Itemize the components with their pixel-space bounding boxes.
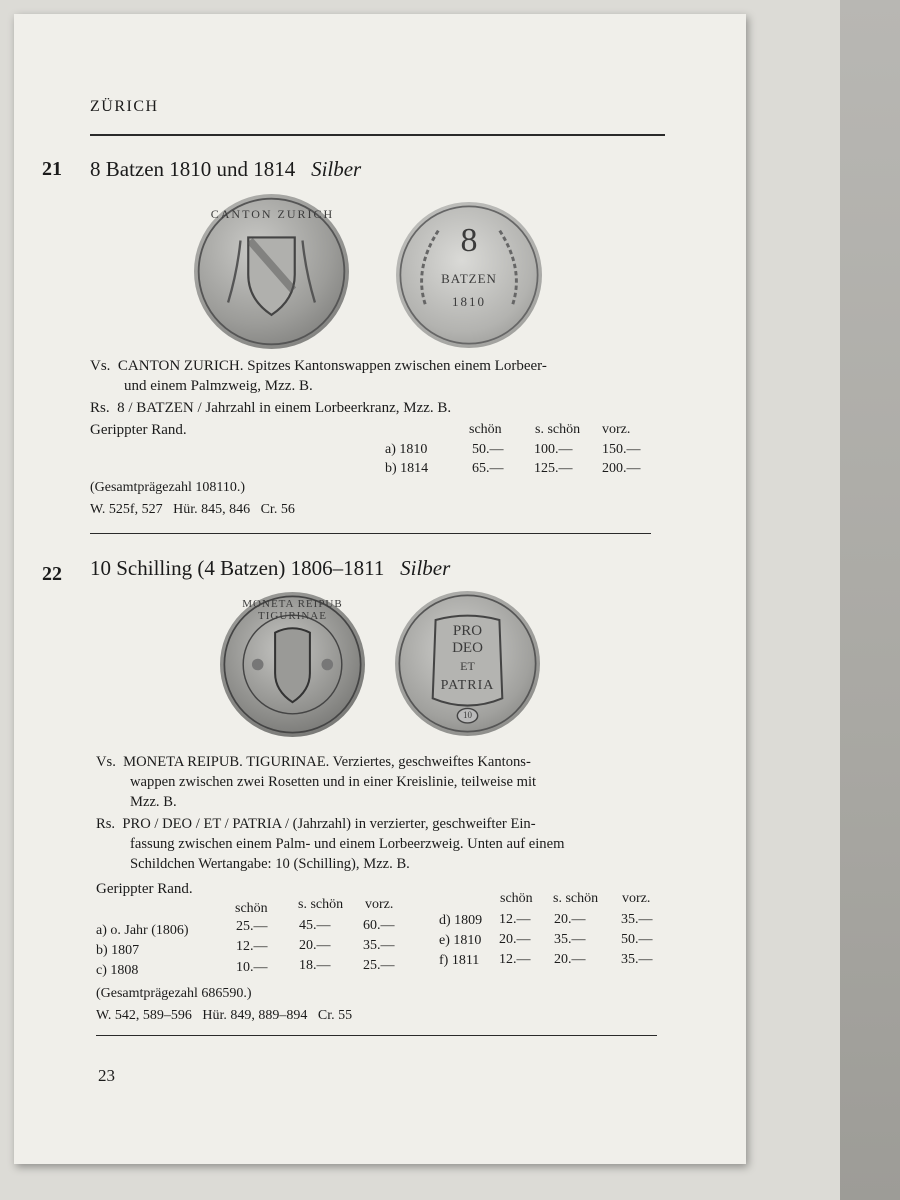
price-cell: 50.— xyxy=(472,442,504,457)
references: W. 525f, 527 Hür. 845, 846 Cr. 56 xyxy=(90,502,295,517)
coin-22-reverse-patria: PATRIA xyxy=(440,678,495,693)
grade-header: vorz. xyxy=(602,422,631,437)
price-cell: 12.— xyxy=(236,939,268,954)
header-rule xyxy=(90,134,665,136)
price-cell: 20.— xyxy=(299,938,331,953)
price-cell: 100.— xyxy=(534,442,573,457)
price-row-label: b) 1807 xyxy=(96,943,140,958)
reverse-description-cont: Schildchen Wertangabe: 10 (Schilling), Mzz. B. xyxy=(130,856,410,872)
coin-21-reverse-year: 1810 xyxy=(452,294,486,309)
entry-number: 22 xyxy=(42,563,62,585)
price-cell: 35.— xyxy=(621,952,653,967)
page-header: ZÜRICH xyxy=(90,98,159,115)
price-cell: 45.— xyxy=(299,918,331,933)
entry-metal: Silber xyxy=(311,157,362,181)
coin-21-reverse-word: BATZEN xyxy=(441,271,497,286)
coin-22-reverse-et: ET xyxy=(460,659,475,673)
grade-header: schön xyxy=(235,901,268,916)
price-cell: 50.— xyxy=(621,932,653,947)
entry-title: 10 Schilling (4 Batzen) 1806–1811 Silber xyxy=(90,556,451,580)
price-row-label: c) 1808 xyxy=(96,963,139,978)
mintage-note: (Gesamtprägezahl 686590.) xyxy=(96,986,252,1001)
coin-22-obverse-legend: MONETA REIPUB TIGURINAE xyxy=(242,598,343,622)
catalog-page xyxy=(14,14,746,1164)
page-number: 23 xyxy=(98,1066,115,1085)
price-row-label: d) 1809 xyxy=(439,913,483,928)
price-cell: 35.— xyxy=(554,932,586,947)
grade-header: schön xyxy=(469,422,502,437)
price-cell: 25.— xyxy=(236,919,268,934)
coin-22-reverse-value: 10 xyxy=(463,710,472,720)
grade-header: s. schön xyxy=(535,422,581,437)
entry-metal: Silber xyxy=(400,556,451,580)
price-cell: 12.— xyxy=(499,952,531,967)
price-cell: 25.— xyxy=(363,958,395,973)
price-cell: 125.— xyxy=(534,461,573,476)
price-row-label: a) 1810 xyxy=(385,442,428,457)
obverse-description-cont: und einem Palmzweig, Mzz. B. xyxy=(124,378,313,394)
price-row-label: f) 1811 xyxy=(439,953,480,968)
grade-header: schön xyxy=(500,891,533,906)
coin-22-reverse-pro: PRO xyxy=(452,623,483,639)
grade-header: vorz. xyxy=(365,897,394,912)
price-cell: 18.— xyxy=(299,958,331,973)
price-cell: 200.— xyxy=(602,461,641,476)
references: W. 542, 589–596 Hür. 849, 889–894 Cr. 55 xyxy=(96,1008,353,1023)
grade-header: s. schön xyxy=(298,897,344,912)
price-row-label: a) o. Jahr (1806) xyxy=(96,923,189,938)
price-cell: 35.— xyxy=(621,912,653,927)
price-cell: 20.— xyxy=(554,952,586,967)
entry-title: 8 Batzen 1810 und 1814 Silber xyxy=(90,157,362,181)
obverse-description: Vs. MONETA REIPUB. TIGURINAE. Verziertes, geschweiftes Kantons- xyxy=(96,754,531,770)
entry-number: 21 xyxy=(42,158,62,180)
price-cell: 35.— xyxy=(363,938,395,953)
price-cell: 10.— xyxy=(236,960,268,975)
mintage-note: (Gesamtprägezahl 108110.) xyxy=(90,480,245,495)
edge-description: Gerippter Rand. xyxy=(96,881,193,897)
price-row-label: b) 1814 xyxy=(385,461,429,476)
reverse-description: Rs. PRO / DEO / ET / PATRIA / (Jahrzahl) in verzierter, geschweifter Ein- xyxy=(96,816,536,832)
grade-header: vorz. xyxy=(622,891,651,906)
entry-divider xyxy=(90,533,651,534)
grade-header: s. schön xyxy=(553,891,599,906)
price-row-label: e) 1810 xyxy=(439,933,482,948)
reverse-description-cont: fassung zwischen einem Palm- und einem Lorbeerzweig. Unten auf einem xyxy=(130,836,565,852)
price-cell: 20.— xyxy=(554,912,586,927)
coin-21-obverse-legend: CANTON ZURICH xyxy=(210,207,335,221)
footer-rule xyxy=(96,1035,657,1036)
price-cell: 150.— xyxy=(602,442,641,457)
price-cell: 12.— xyxy=(499,912,531,927)
coin-21-reverse-value: 8 xyxy=(460,222,478,259)
obverse-description-cont: Mzz. B. xyxy=(130,794,177,810)
price-cell: 20.— xyxy=(499,932,531,947)
coin-22-reverse-deo: DEO xyxy=(452,640,483,656)
price-cell: 65.— xyxy=(472,461,504,476)
price-cell: 60.— xyxy=(363,918,395,933)
edge-description: Gerippter Rand. xyxy=(90,422,187,438)
reverse-description: Rs. 8 / BATZEN / Jahrzahl in einem Lorbeerkranz, Mzz. B. xyxy=(90,400,452,416)
obverse-description: Vs. CANTON ZURICH. Spitzes Kantonswappen zwischen einem Lorbeer- xyxy=(90,358,547,374)
obverse-description-cont: wappen zwischen zwei Rosetten und in einer Kreislinie, teilweise mit xyxy=(130,774,537,790)
